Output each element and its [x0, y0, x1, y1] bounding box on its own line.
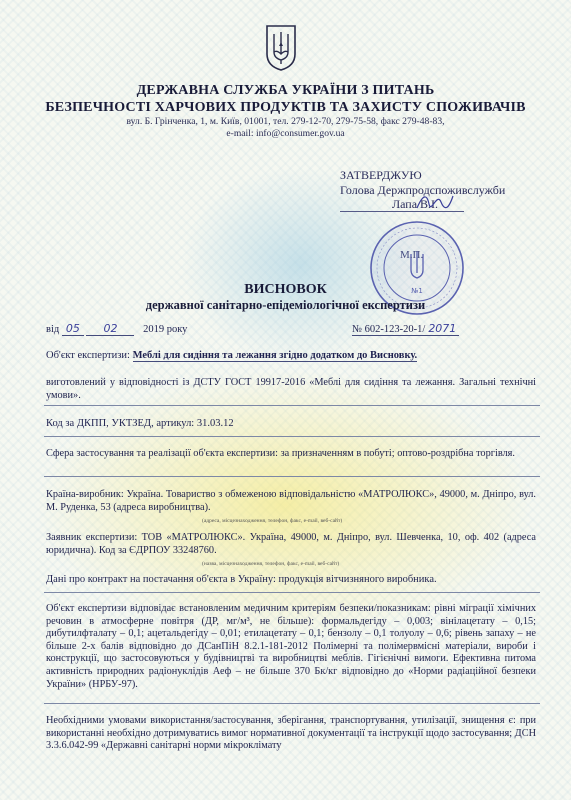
- stamp-mp-label: М.П.: [400, 249, 424, 261]
- approval-title: ЗАТВЕРДЖУЮ: [340, 168, 422, 182]
- date-year: 2019 року: [143, 324, 188, 335]
- approval-position: Голова Держпродспоживслужби: [340, 183, 506, 197]
- applicant-note: (назва, місцезнаходження, телефон, факс, e-mail, веб-сайт): [202, 561, 340, 567]
- agency-email: e-mail: info@consumer.gov.ua: [226, 128, 345, 139]
- object-label: Об'єкт експертизи:: [46, 350, 130, 361]
- criteria-text: Об'єкт експертизи відповідає встановленим медичним критеріям безпеки/показникам: рівні міграції хімічних речовин в атмосферне повітря (ДР, мг/м³, не більше): формальдегіду – 0,003; вінілацетату – 0,15; дибутилфталату – 0,1; ацетальдегіду – 0,01; етилацетату – 0,1; бензолу – 0,1 толуолу – 0,6; рівень запаху – не більше 2-х балів відповідно до ДСанПіН 8.2.1-181-2012 Полімерні та полімервмісні матеріали, вироби і конструкції, що застосовуються у будівництві та виробництві меблів. Гігієнічні вимоги. Ефективна питома активність природних радіонуклідів Аеф – не більше 370 Бк/кг відповідно до «Норми радіаційної безпеки України» (НРБУ-97).: [46, 603, 536, 690]
- contract-line: Дані про контракт на постачання об'єкта в Україну: продукція вітчизняного виробника.: [46, 574, 437, 585]
- approval-name: Лапа В.І.: [392, 197, 439, 211]
- stamp-number: №1: [411, 287, 423, 295]
- object-line: [46, 350, 417, 361]
- manufactured-text: виготовлений у відповідності із ДСТУ ГОСТ 19917-2016 «Меблі для сидіння та лежання. Загальні технічні умови».: [46, 377, 536, 401]
- scope-text: Сфера застосування та реалізації об'єкта експертизи: за призначенням в побуті; оптово-роздрібна торгівля.: [46, 448, 515, 459]
- object-value: Меблі для сидіння та лежання згідно додатком до Висновку.: [132, 350, 418, 361]
- date-line: [46, 322, 187, 336]
- producer-note: (адреса, місцезнаходження, телефон, факс, e-mail, веб-сайт): [202, 518, 343, 524]
- code-line: Код за ДКПП, УКТЗЕД, артикул: 31.03.12: [46, 418, 234, 429]
- divider-4: [44, 592, 540, 593]
- document-number: № 602-123-20-1/: [352, 324, 426, 335]
- applicant-text: Заявник експертизи: ТОВ «МАТРОЛЮКС». Україна, 49000, м. Дніпро, вул. Шевченка, 10, оф. 402 (адреса юридична). Код за ЄДРПОУ 33248760.: [46, 532, 536, 556]
- conditions-text: Необхідними умовами використання/застосування, зберігання, транспортування, утилізації, знищення є: при використанні необхідно дотримуватись вимог нормативної документації та інструкції щодо застосування; ДСН 3.3.6.042-99 «Державні санітарні норми мікроклімату: [46, 715, 537, 752]
- document-title: ВИСНОВОК: [244, 282, 327, 297]
- number-line: [352, 322, 459, 336]
- document-number-hand: 2071: [425, 322, 459, 336]
- trident-emblem-icon: [265, 24, 297, 72]
- agency-address: вул. Б. Грінченка, 1, м. Київ, 01001, тел. 279-12-70, 279-75-58, факс 279-48-83,: [126, 116, 445, 127]
- divider-2: [44, 436, 540, 437]
- agency-name-line1: ДЕРЖАВНА СЛУЖБА УКРАЇНИ З ПИТАНЬ: [136, 83, 435, 98]
- divider-3: [44, 476, 540, 477]
- divider-5: [44, 703, 540, 704]
- date-prefix: від: [46, 324, 60, 335]
- date-day: 05: [62, 322, 84, 336]
- document-subtitle: державної санітарно-епідеміологічної експертизи: [145, 298, 426, 312]
- agency-name-line2: БЕЗПЕЧНОСТІ ХАРЧОВИХ ПРОДУКТІВ ТА ЗАХИСТУ СПОЖИВАЧІВ: [45, 100, 526, 115]
- producer-text: Країна-виробник: Україна. Товариство з обмеженою відповідальністю «МАТРОЛЮКС», 49000, м. Дніпро, вул. М. Руденка, 53 (адреса виробництва).: [46, 489, 536, 513]
- date-month: 02: [86, 322, 134, 336]
- divider-1: [44, 405, 540, 406]
- signature-icon: [415, 190, 455, 212]
